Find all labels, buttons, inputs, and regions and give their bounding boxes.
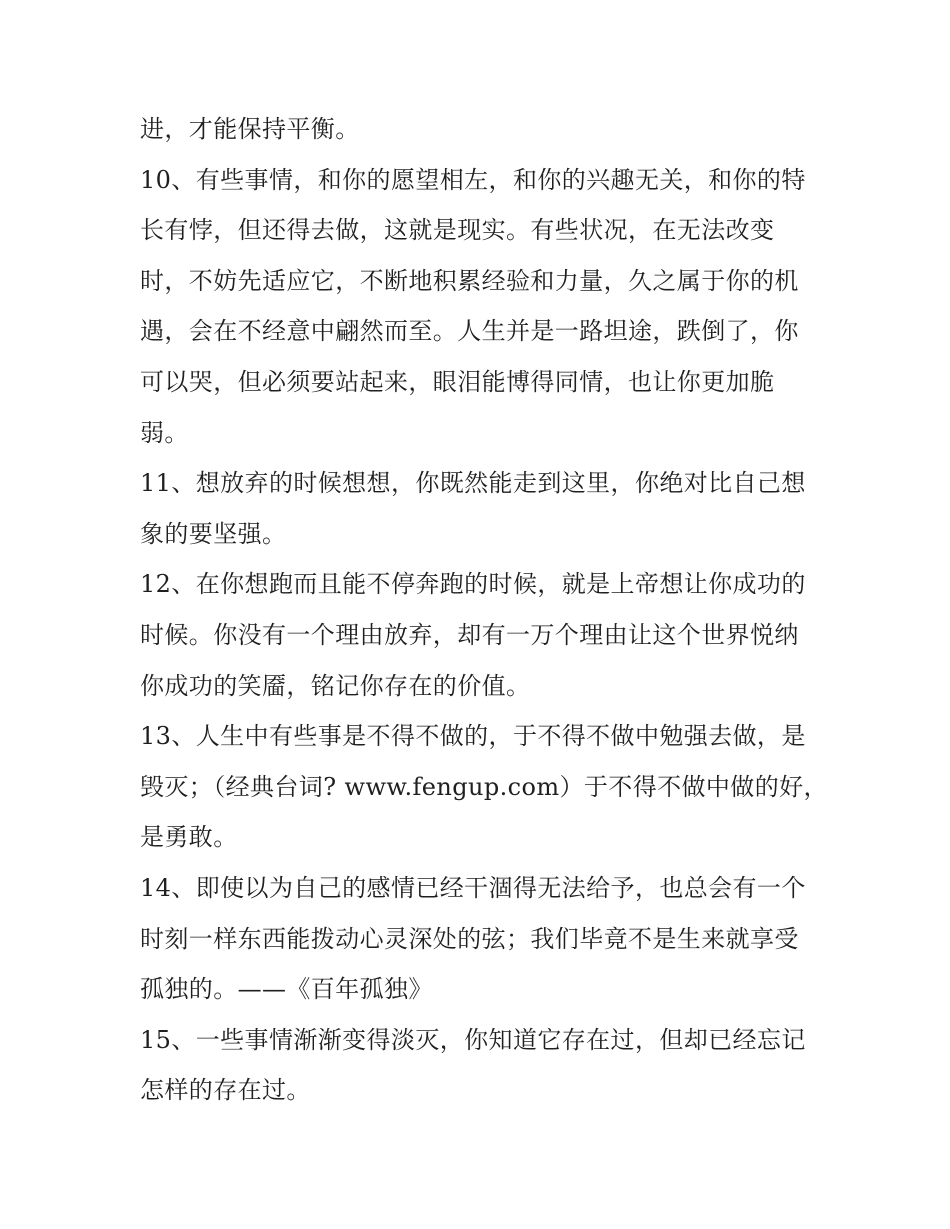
text-line: 时候。你没有一个理由放弃，却有一万个理由让这个世界悦纳 (140, 620, 799, 649)
text-line: 15、一些事情渐渐变得淡灭，你知道它存在过，但却已经忘记 (140, 1025, 806, 1054)
paragraph-11 (140, 458, 820, 559)
text-line: 弱。 (140, 418, 189, 447)
text-line: 12、在你想跑而且能不停奔跑的时候，就是上帝想让你成功的 (140, 570, 806, 599)
paragraph-12 (140, 559, 820, 711)
paragraph-continuation (140, 104, 820, 155)
text-line: 11、想放弃的时候想想，你既然能走到这里，你绝对比自己想 (140, 469, 806, 498)
text-line: 象的要坚强。 (140, 519, 287, 548)
text-line: 长有悖，但还得去做，这就是现实。有些状况，在无法改变 (140, 216, 775, 245)
paragraph-14 (140, 863, 820, 1015)
text-line: 是勇敢。 (140, 823, 238, 852)
text-line: 时刻一样东西能拨动心灵深处的弦；我们毕竟不是生来就享受 (140, 924, 799, 953)
text-line: 遇，会在不经意中翩然而至。人生并是一路坦途，跌倒了，你 (140, 317, 799, 346)
text-line: 怎样的存在过。 (140, 1076, 311, 1105)
paragraph-13 (140, 711, 828, 863)
text-line: 13、人生中有些事是不得不做的，于不得不做中勉强去做，是 (140, 722, 806, 751)
text-line: 时，不妨先适应它，不断地积累经验和力量，久之属于你的机 (140, 266, 799, 295)
text-line: 进，才能保持平衡。 (140, 115, 360, 143)
text-line: 孤独的。——《百年孤独》 (140, 975, 433, 1004)
text-line: 10、有些事情，和你的愿望相左，和你的兴趣无关，和你的特 (140, 165, 806, 194)
document-body (140, 104, 828, 1116)
text-line: 14、即使以为自己的感情已经干涸得无法给予，也总会有一个 (140, 873, 806, 902)
text-line: 你成功的笑靥，铭记你存在的价值。 (140, 671, 531, 700)
paragraph-10 (140, 155, 820, 459)
text-line: 可以哭，但必须要站起来，眼泪能博得同情，也让你更加脆 (140, 367, 775, 396)
text-line: 毁灭；（经典台词? www.fengup.com）于不得不做中做的好， (140, 772, 828, 801)
paragraph-15 (140, 1015, 820, 1116)
